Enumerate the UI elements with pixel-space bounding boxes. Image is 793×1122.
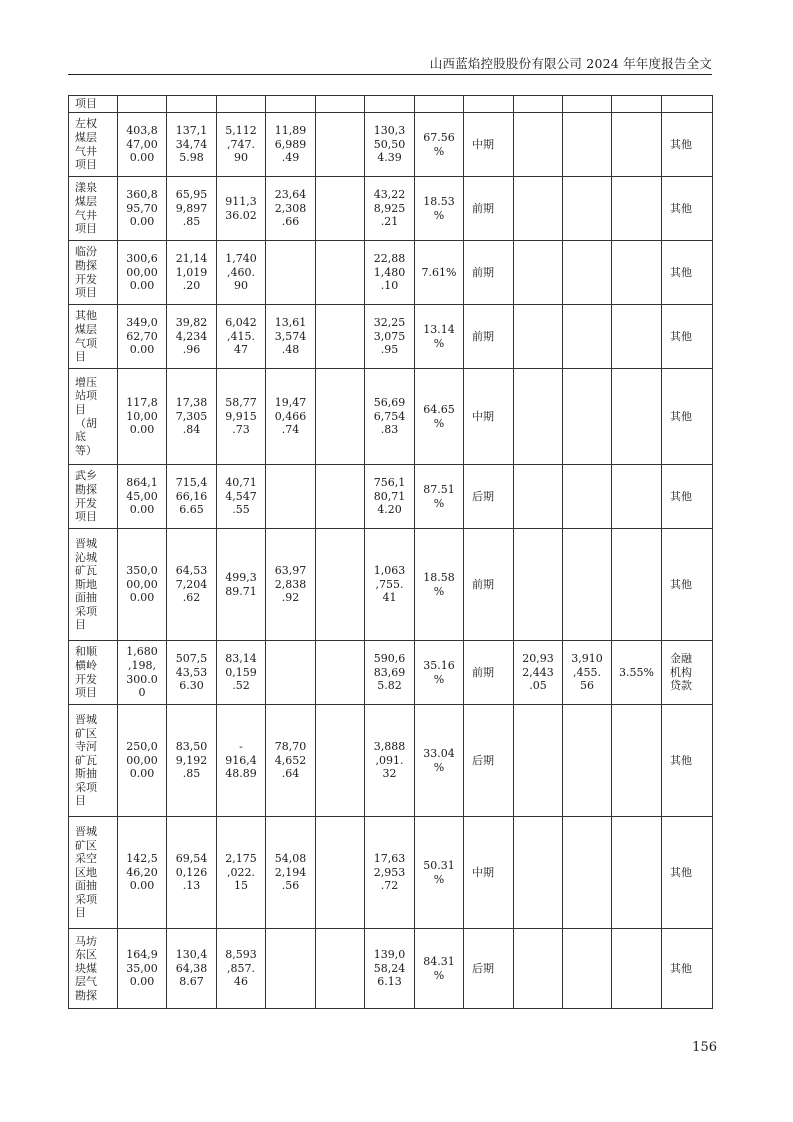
table-cell: 864,1 45,00 0.00: [118, 465, 167, 529]
table-cell: 金融 机构 贷款: [662, 641, 713, 705]
table-cell: 中期: [464, 113, 514, 177]
table-cell: 117,8 10,00 0.00: [118, 369, 167, 465]
table-cell: 63,97 2,838 .92: [266, 529, 316, 641]
table-cell: [118, 96, 167, 113]
table-cell: 349,0 62,70 0.00: [118, 305, 167, 369]
table-cell: [316, 529, 365, 641]
table-cell: 其他: [662, 305, 713, 369]
table-cell: 18.53 %: [415, 177, 464, 241]
table-cell: 756,1 80,71 4.20: [365, 465, 415, 529]
project-name-cell: 项目: [69, 96, 118, 113]
table-row: [69, 113, 713, 177]
table-cell: [316, 641, 365, 705]
table-row: [69, 241, 713, 305]
table-cell: 20,93 2,443 .05: [514, 641, 563, 705]
page-header: [68, 52, 712, 75]
table-cell: [316, 241, 365, 305]
table-cell: 其他: [662, 465, 713, 529]
table-cell: [612, 817, 662, 929]
table-cell: 中期: [464, 817, 514, 929]
table-cell: [266, 641, 316, 705]
table-cell: [612, 96, 662, 113]
table-cell: 499,3 89.71: [217, 529, 266, 641]
table-row: [69, 529, 713, 641]
table-cell: 64.65 %: [415, 369, 464, 465]
table-cell: 3,888 ,091. 32: [365, 705, 415, 817]
table-cell: [316, 113, 365, 177]
table-cell: 64,53 7,204 .62: [167, 529, 217, 641]
table-cell: [514, 705, 563, 817]
table-cell: 其他: [662, 929, 713, 1009]
table-cell: 21,14 1,019 .20: [167, 241, 217, 305]
table-cell: [514, 177, 563, 241]
table-cell: [612, 465, 662, 529]
table-cell: [514, 305, 563, 369]
table-cell: [266, 929, 316, 1009]
table-cell: 142,5 46,20 0.00: [118, 817, 167, 929]
table-cell: 11,89 6,989 .49: [266, 113, 316, 177]
table-cell: [217, 96, 266, 113]
table-cell: [266, 241, 316, 305]
table-cell: 其他: [662, 177, 713, 241]
table-cell: 58,77 9,915 .73: [217, 369, 266, 465]
table-cell: 39,82 4,234 .96: [167, 305, 217, 369]
table-cell: 19,47 0,466 .74: [266, 369, 316, 465]
table-cell: [612, 305, 662, 369]
table-cell: 164,9 35,00 0.00: [118, 929, 167, 1009]
table-cell: [612, 113, 662, 177]
table-cell: 13.14 %: [415, 305, 464, 369]
table-cell: [563, 705, 612, 817]
table-cell: [563, 465, 612, 529]
table-cell: 2,175 ,022. 15: [217, 817, 266, 929]
table-cell: 130,3 50,50 4.39: [365, 113, 415, 177]
table-cell: 7.61%: [415, 241, 464, 305]
table-cell: 1,740 ,460. 90: [217, 241, 266, 305]
table-row: [69, 369, 713, 465]
table-cell: 350,0 00,00 0.00: [118, 529, 167, 641]
table-cell: [514, 465, 563, 529]
table-cell: [316, 929, 365, 1009]
project-name-cell: 和顺 横岭 开发 项目: [69, 641, 118, 705]
table-cell: [514, 241, 563, 305]
table-cell: 中期: [464, 369, 514, 465]
table-cell: [316, 817, 365, 929]
table-cell: 其他: [662, 113, 713, 177]
table-row: [69, 305, 713, 369]
table-cell: 69,54 0,126 .13: [167, 817, 217, 929]
table-cell: 22,88 1,480 .10: [365, 241, 415, 305]
project-name-cell: 临汾 勘探 开发 项目: [69, 241, 118, 305]
table-cell: 18.58 %: [415, 529, 464, 641]
table-cell: 715,4 66,16 6.65: [167, 465, 217, 529]
project-name-cell: 增压 站项 目 （胡 底 等）: [69, 369, 118, 465]
table-cell: 50.31 %: [415, 817, 464, 929]
table-cell: 8,593 ,857. 46: [217, 929, 266, 1009]
table-cell: [365, 96, 415, 113]
table-cell: 3,910 ,455. 56: [563, 641, 612, 705]
table-cell: 1,680 ,198, 300.0 0: [118, 641, 167, 705]
table-cell: 后期: [464, 929, 514, 1009]
project-name-cell: 晋城 沁城 矿瓦 斯地 面抽 采项 目: [69, 529, 118, 641]
table-cell: 87.51 %: [415, 465, 464, 529]
table-cell: 139,0 58,24 6.13: [365, 929, 415, 1009]
table-cell: [563, 113, 612, 177]
table-cell: 前期: [464, 241, 514, 305]
table-cell: 507,5 43,53 6.30: [167, 641, 217, 705]
table-cell: [563, 96, 612, 113]
table-cell: 后期: [464, 465, 514, 529]
project-name-cell: 漾泉 煤层 气井 项目: [69, 177, 118, 241]
table-cell: 250,0 00,00 0.00: [118, 705, 167, 817]
table-cell: 54,08 2,194 .56: [266, 817, 316, 929]
table-cell: 5,112 ,747. 90: [217, 113, 266, 177]
table-cell: 911,3 36.02: [217, 177, 266, 241]
table-cell: [514, 529, 563, 641]
table-cell: [514, 369, 563, 465]
table-cell: [612, 241, 662, 305]
table-cell: [563, 369, 612, 465]
project-name-cell: 晋城 矿区 采空 区地 面抽 采项 目: [69, 817, 118, 929]
table-cell: [316, 465, 365, 529]
table-cell: [563, 929, 612, 1009]
table-cell: [514, 929, 563, 1009]
table-cell: 130,4 64,38 8.67: [167, 929, 217, 1009]
table-cell: [563, 817, 612, 929]
table-cell: 其他: [662, 529, 713, 641]
table-cell: 35.16 %: [415, 641, 464, 705]
table-row: [69, 929, 713, 1009]
table-row: [69, 817, 713, 929]
table-cell: [612, 177, 662, 241]
table-cell: [563, 177, 612, 241]
table-cell: 前期: [464, 529, 514, 641]
table-row: [69, 705, 713, 817]
table-cell: 65,95 9,897 .85: [167, 177, 217, 241]
table-row: [69, 641, 713, 705]
table-cell: 其他: [662, 241, 713, 305]
table-cell: 590,6 83,69 5.82: [365, 641, 415, 705]
table-cell: [316, 96, 365, 113]
table-cell: 3.55%: [612, 641, 662, 705]
table-cell: 6,042 ,415. 47: [217, 305, 266, 369]
table-cell: 137,1 34,74 5.98: [167, 113, 217, 177]
project-table: [68, 95, 713, 1009]
table-cell: 83,50 9,192 .85: [167, 705, 217, 817]
table-cell: 56,69 6,754 .83: [365, 369, 415, 465]
table-cell: 其他: [662, 369, 713, 465]
table-cell: 360,8 95,70 0.00: [118, 177, 167, 241]
table-cell: 83,14 0,159 .52: [217, 641, 266, 705]
table-cell: 后期: [464, 705, 514, 817]
table-cell: 84.31 %: [415, 929, 464, 1009]
table-cell: [464, 96, 514, 113]
table-cell: 32,25 3,075 .95: [365, 305, 415, 369]
table-cell: [266, 465, 316, 529]
table-cell: 17,63 2,953 .72: [365, 817, 415, 929]
table-cell: [514, 96, 563, 113]
table-cell: [612, 369, 662, 465]
table-cell: [514, 113, 563, 177]
table-cell: [316, 369, 365, 465]
table-cell: [563, 241, 612, 305]
page-number: 156: [692, 1040, 717, 1055]
table-cell: [612, 529, 662, 641]
table-cell: 33.04 %: [415, 705, 464, 817]
table-cell: [415, 96, 464, 113]
table-cell: - 916,4 48.89: [217, 705, 266, 817]
table-cell: 1,063 ,755. 41: [365, 529, 415, 641]
table-row: [69, 177, 713, 241]
table-row: [69, 96, 713, 113]
table-cell: [612, 929, 662, 1009]
table-cell: 前期: [464, 177, 514, 241]
table-cell: [662, 96, 713, 113]
table-cell: 403,8 47,00 0.00: [118, 113, 167, 177]
table-cell: [316, 705, 365, 817]
table-cell: [612, 705, 662, 817]
table-cell: 67.56 %: [415, 113, 464, 177]
table-cell: [167, 96, 217, 113]
table-cell: [266, 96, 316, 113]
table-cell: 13,61 3,574 .48: [266, 305, 316, 369]
table-cell: [316, 177, 365, 241]
table-cell: 17,38 7,305 .84: [167, 369, 217, 465]
project-name-cell: 马坊 东区 块煤 层气 勘探: [69, 929, 118, 1009]
table-cell: 前期: [464, 305, 514, 369]
table-cell: 其他: [662, 817, 713, 929]
table-cell: 前期: [464, 641, 514, 705]
table-cell: [514, 817, 563, 929]
project-name-cell: 武乡 勘探 开发 项目: [69, 465, 118, 529]
table-row: [69, 465, 713, 529]
table-cell: 其他: [662, 705, 713, 817]
table-cell: 300,6 00,00 0.00: [118, 241, 167, 305]
table-cell: 43,22 8,925 .21: [365, 177, 415, 241]
report-title: 山西蓝焰控股股份有限公司 2024 年年度报告全文: [429, 56, 712, 71]
project-name-cell: 其他 煤层 气项 目: [69, 305, 118, 369]
table-cell: [316, 305, 365, 369]
project-name-cell: 晋城 矿区 寺河 矿瓦 斯抽 采项 目: [69, 705, 118, 817]
table-cell: [563, 529, 612, 641]
table-cell: 78,70 4,652 .64: [266, 705, 316, 817]
table-cell: [563, 305, 612, 369]
table-cell: 23,64 2,308 .66: [266, 177, 316, 241]
project-name-cell: 左权 煤层 气井 项目: [69, 113, 118, 177]
table-cell: 40,71 4,547 .55: [217, 465, 266, 529]
